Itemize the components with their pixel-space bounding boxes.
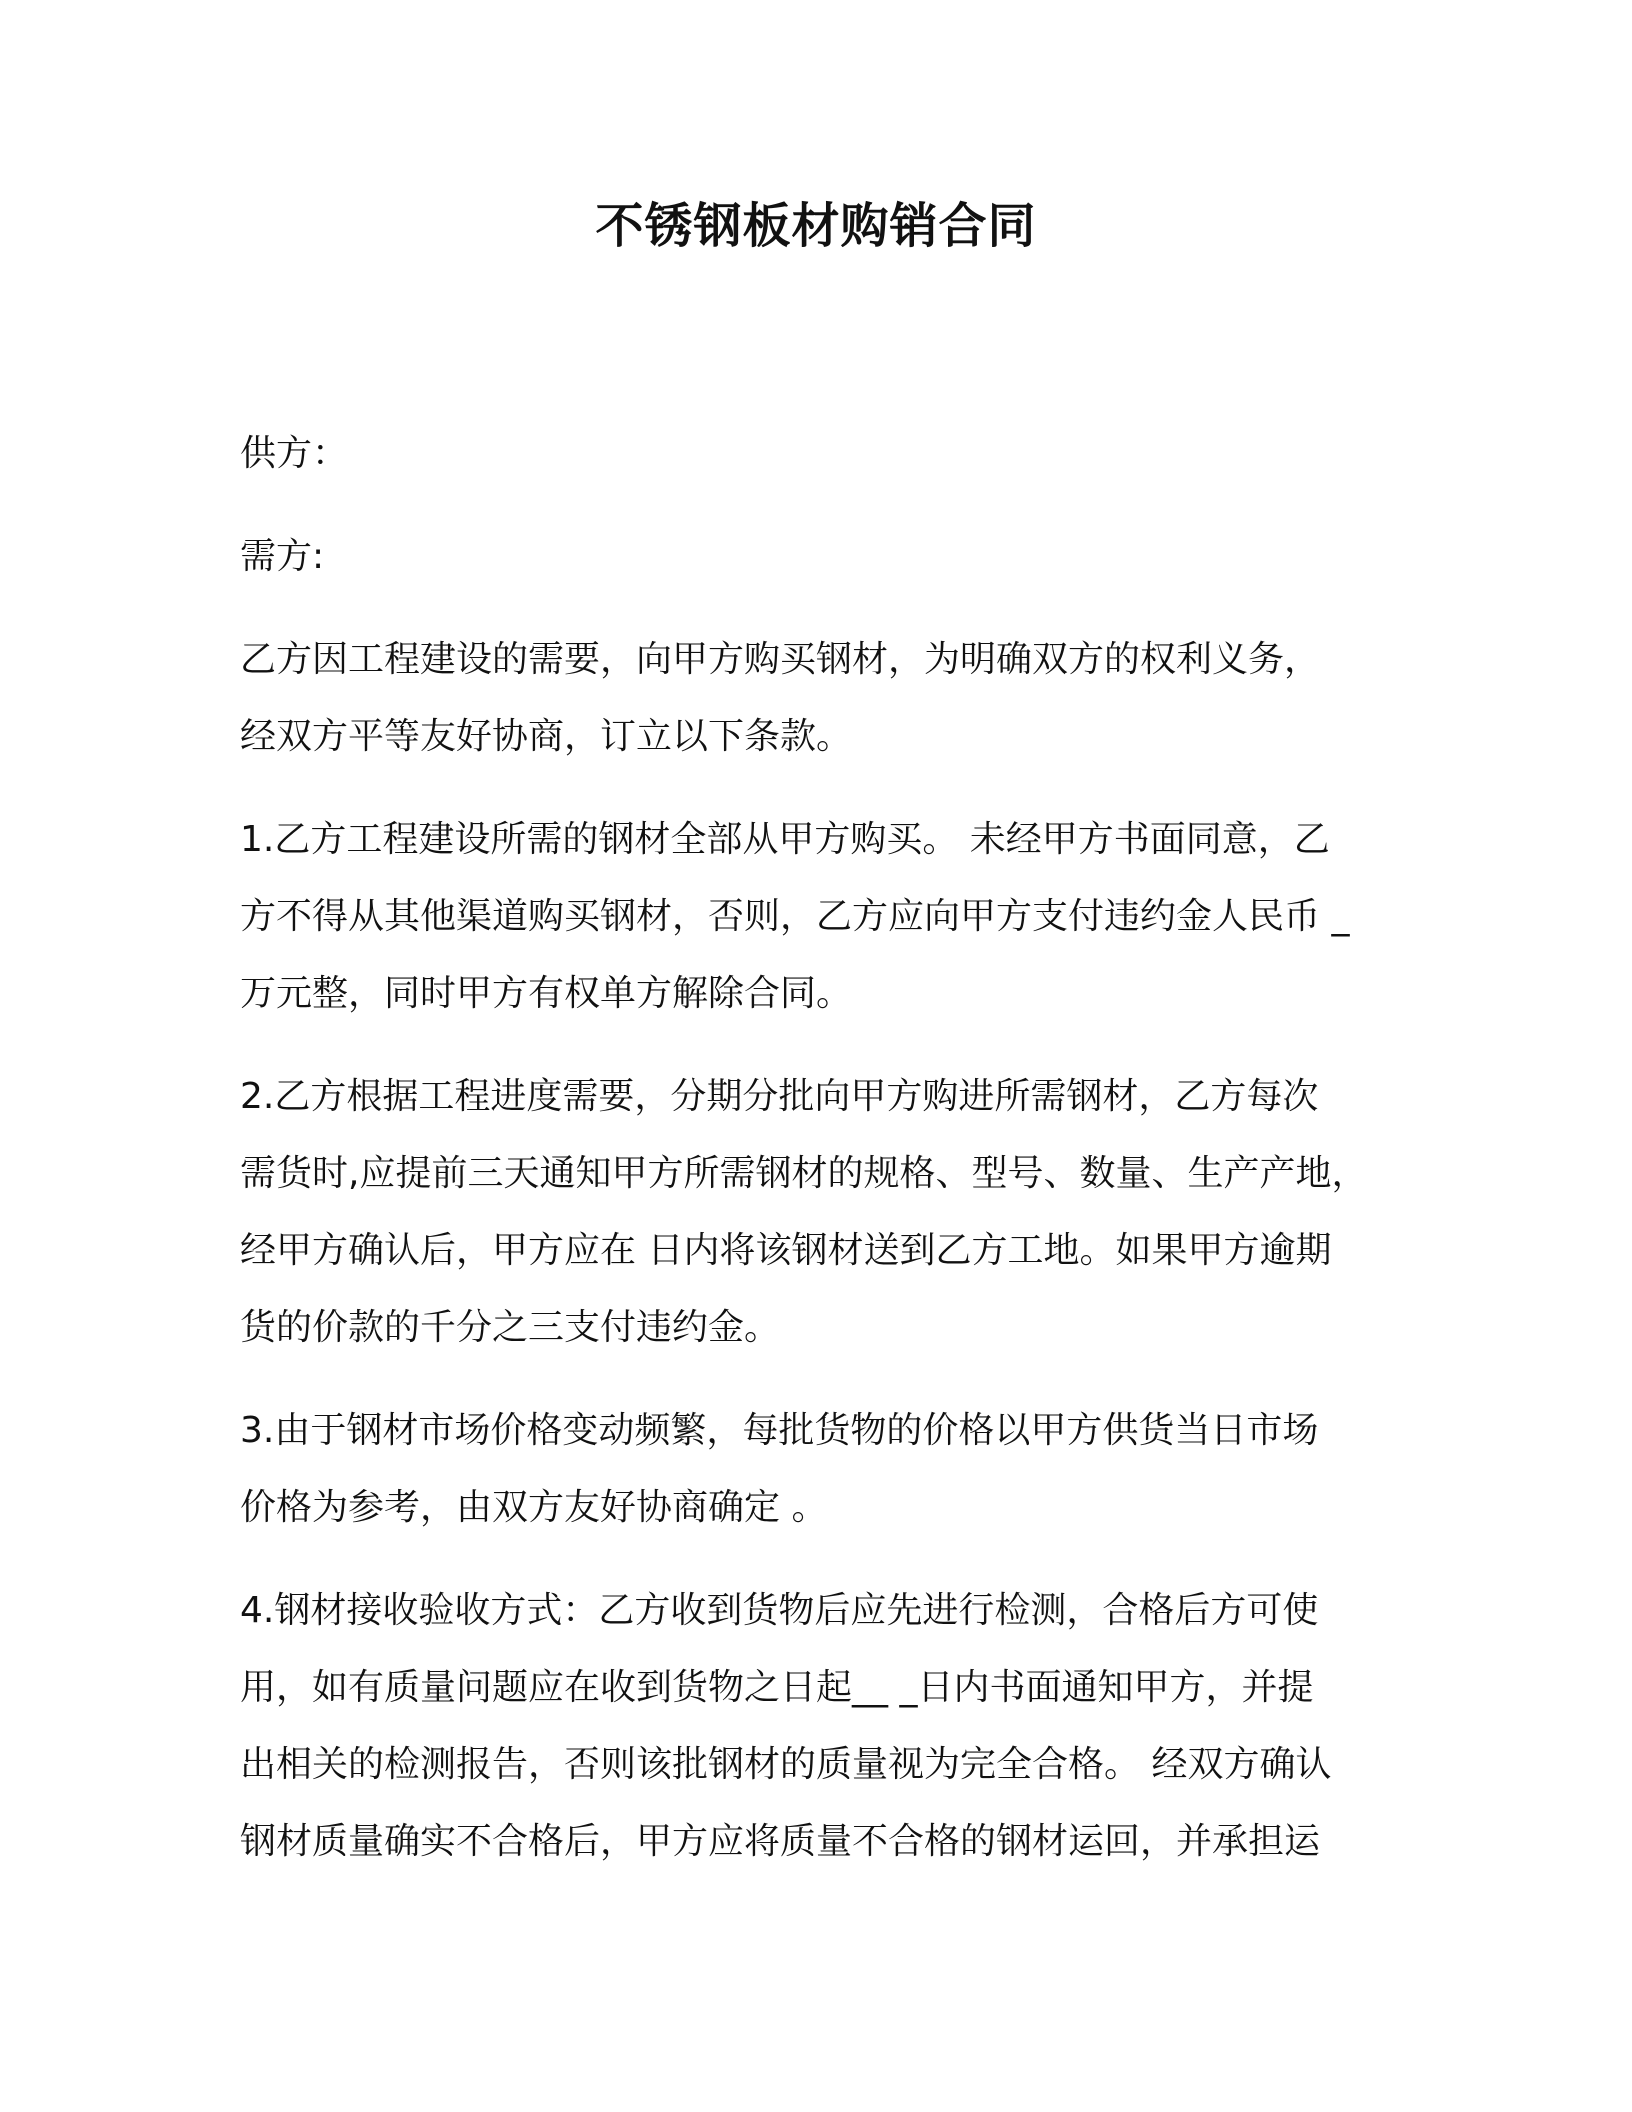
paragraph-gap	[240, 595, 1392, 621]
paragraph-gap	[240, 1366, 1392, 1392]
paragraph-gap	[240, 775, 1392, 801]
document-body	[240, 415, 1392, 1880]
text-line: 3.由于钢材市场价格变动频繁，每批货物的价格以甲方供货当日市场	[240, 1410, 1319, 1451]
paragraph-clause-1	[240, 801, 1392, 1032]
paragraph-clause-3	[240, 1392, 1392, 1546]
text-line: 乙方因工程建设的需要，向甲方购买钢材，为明确双方的权利义务，	[240, 639, 1321, 680]
paragraph-gap	[240, 492, 1392, 518]
text-line: 需货时,应提前三天通知甲方所需钢材的规格、型号、数量、生产产地，	[240, 1153, 1368, 1194]
text-line: 经双方平等友好协商，订立以下条款。	[240, 716, 853, 757]
page-title: 不锈钢板材购销合同	[595, 198, 1037, 254]
paragraph-gap	[240, 1546, 1392, 1572]
paragraph-clause-2	[240, 1058, 1392, 1366]
text-line: 4.钢材接收验收方式：乙方收到货物后应先进行检测，合格后方可使	[240, 1590, 1319, 1631]
paragraph-gap	[240, 1032, 1392, 1058]
text-line: 1.乙方工程建设所需的钢材全部从甲方购买。 未经甲方书面同意，乙	[240, 819, 1330, 860]
buyer-label: 需方:	[240, 536, 325, 577]
text-line: 万元整，同时甲方有权单方解除合同。	[240, 973, 853, 1014]
text-line: 经甲方确认后，甲方应在 日内将该钢材送到乙方工地。如果甲方逾期	[240, 1230, 1332, 1271]
text-line: 2.乙方根据工程进度需要，分期分批向甲方购进所需钢材，乙方每次	[240, 1076, 1319, 1117]
text-line: 货的价款的千分之三支付违约金。	[240, 1307, 781, 1348]
text-line: 钢材质量确实不合格后，甲方应将质量不合格的钢材运回，并承担运	[240, 1821, 1321, 1862]
paragraph-intro	[240, 621, 1392, 775]
text-line: 用，如有质量问题应在收到货物之日起__ _日内书面通知甲方，并提	[240, 1667, 1314, 1708]
supplier-label: 供方：	[240, 433, 349, 474]
paragraph-clause-4	[240, 1572, 1392, 1880]
text-line: 出相关的检测报告，否则该批钢材的质量视为完全合格。 经双方确认	[240, 1744, 1332, 1785]
text-line: 方不得从其他渠道购买钢材，否则，乙方应向甲方支付违约金人民币 _	[240, 896, 1350, 937]
text-line: 价格为参考，由双方友好协商确定 。	[240, 1487, 828, 1528]
